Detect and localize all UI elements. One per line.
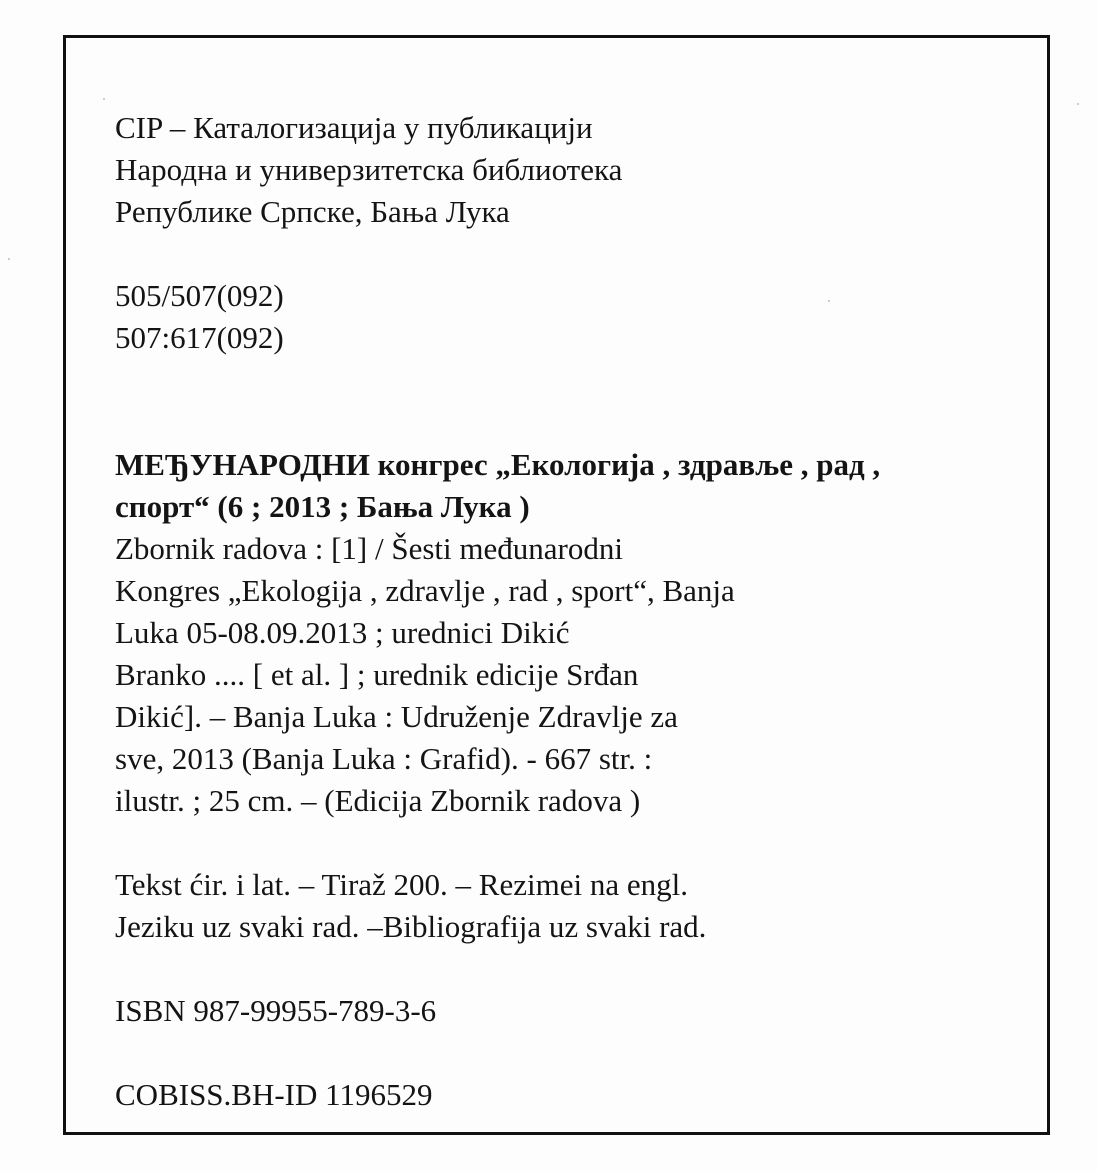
- cobiss: [115, 1074, 433, 1116]
- entry-description-line: sve, 2013 (Banja Luka : Grafid). - 667 str. :: [115, 741, 653, 776]
- cobiss-id: COBISS.BH-ID 1196529: [115, 1077, 433, 1112]
- udc-code: 507:617(092): [115, 320, 284, 355]
- note-line: Tekst ćir. i lat. – Tiraž 200. – Rezimei na engl.: [115, 867, 688, 902]
- cip-header-line: Републике Српске, Бања Лука: [115, 194, 510, 229]
- entry-description-line: Zbornik radova : [1] / Šesti međunarodni: [115, 531, 623, 566]
- cip-header: [115, 107, 622, 233]
- entry-heading-line: спорт“ (6 ; 2013 ; Бања Лука ): [115, 489, 530, 524]
- notes: [115, 864, 706, 948]
- entry-description-line: Branko .... [ et al. ] ; urednik edicije Srđan: [115, 657, 639, 692]
- entry-heading-line: МЕЂУНАРОДНИ конгрес „Екологија , здравље , рад ,: [115, 447, 881, 482]
- udc-codes: [115, 275, 284, 359]
- entry-description-line: Luka 05-08.09.2013 ; urednici Dikić: [115, 615, 570, 650]
- scan-speck: [103, 98, 105, 100]
- main-entry: [115, 444, 880, 822]
- entry-description-line: Kongres „Ekologija , zdravlje , rad , sport“, Banja: [115, 573, 735, 608]
- entry-description-line: ilustr. ; 25 cm. – (Edicija Zbornik radova ): [115, 783, 641, 818]
- isbn-number: ISBN 987-99955-789-3-6: [115, 993, 437, 1028]
- entry-description-line: Dikić]. – Banja Luka : Udruženje Zdravlje za: [115, 699, 678, 734]
- note-line: Jeziku uz svaki rad. –Bibliografija uz svaki rad.: [115, 909, 707, 944]
- cip-header-line: Народна и универзитетска библиотека: [115, 152, 623, 187]
- isbn: [115, 990, 436, 1032]
- cip-header-line: CIP – Каталогизација у публикацији: [115, 110, 593, 145]
- scan-speck: [828, 300, 830, 302]
- scan-speck: [8, 258, 10, 260]
- udc-code: 505/507(092): [115, 278, 284, 313]
- scan-speck: [1077, 103, 1079, 105]
